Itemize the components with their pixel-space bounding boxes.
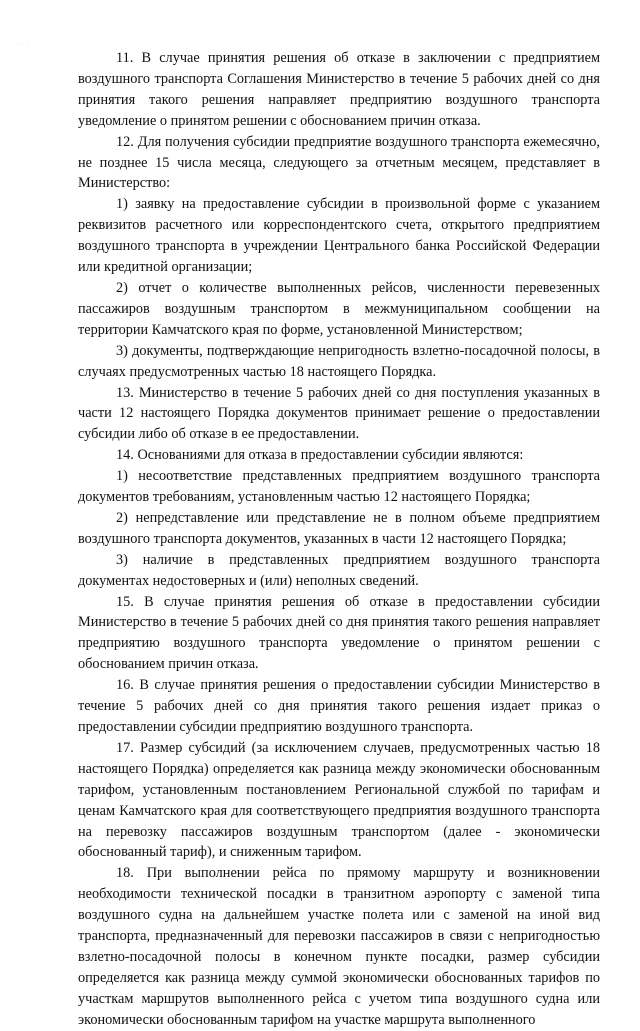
paragraph-17: 17. Размер субсидий (за исключением случаев, предусмотренных частью 18 настоящего Порядка) определяется как разница между экономически обоснованным тарифом, установленным постановлением Региональной службой по тарифам и ценам Камчатского края для соответствующего предприятия воздушного транспорта на перевозку пассажиров воздушным транспортом (далее - экономически обоснованный тариф), и сниженным тарифом. (78, 739, 600, 861)
paragraph-12-item-3: 3) документы, подтверждающие непригодность взлетно-посадочной полосы, в случаях предусмотренных частью 18 настоящего Порядка. (78, 342, 600, 380)
paragraph-14-item-3: 3) наличие в представленных предприятием воздушного транспорта документах недостоверных и (или) неполных сведений. (78, 551, 600, 589)
paragraph-14-item-2: 2) непредставление или представление не в полном объеме предприятием воздушного транспорта документов, указанных в части 12 настоящего Порядка; (78, 509, 600, 547)
document-page (78, 48, 600, 1031)
paragraph-14-item-1: 1) несоответствие представленных предприятием воздушного транспорта документов требованиям, установленным частью 12 настоящего Порядка; (78, 468, 600, 506)
paragraph-14: 14. Основаниями для отказа в предоставлении субсидии являются: (116, 447, 524, 464)
paragraph-18: 18. При выполнении рейса по прямому маршруту и возникновении необходимости технической посадки в транзитном аэропорту с заменой типа воздушного судна на дальнейшем участке полета или с заменой на иной вид транспорта, предназначенный для перевозки пассажиров в связи с непригодностью взлетно-посадочной полосы в конечном пункте посадки, размер субсидии определяется как разница между суммой экономически обоснованных тарифов по участкам маршрутов выполненного рейса с учетом типа воздушного судна или экономически обоснованным тарифом на участке маршрута выполненного (78, 865, 600, 1028)
paragraph-11: 11. В случае принятия решения об отказе в заключении с предприятием воздушного транспорта Соглашения Министерство в течение 5 рабочих дней со дня принятия такого решения направляет предприятию воздушного транспорта уведомление о принятом решении с обоснованием причин отказа. (78, 50, 600, 129)
paragraph-16: 16. В случае принятия решения о предоставлении субсидии Министерство в течение 5 рабочих дней со дня принятия такого решения издает приказ о предоставлении субсидии предприятию воздушного транспорта. (78, 677, 600, 735)
paragraph-12-item-1: 1) заявку на предоставление субсидии в произвольной форме с указанием реквизитов расчетного или корреспондентского счета, открытого предприятием воздушного транспорта в учреждении Центрального банка Российской Федерации или кредитной организации; (78, 196, 600, 276)
paragraph-13: 13. Министерство в течение 5 рабочих дней со дня поступления указанных в части 12 настоящего Порядка документов принимает решение о предоставлении субсидии либо об отказе в ее предоставлении. (78, 384, 600, 443)
paragraph-12-item-2: 2) отчет о количестве выполненных рейсов, численности перевезенных пассажиров воздушным транспортом в межмуниципальном сообщении на территории Камчатского края по форме, установленной Министерством; (78, 279, 600, 338)
paragraph-12: 12. Для получения субсидии предприятие воздушного транспорта ежемесячно, не позднее 15 числа месяца, следующего за отчетным месяцем, представляет в Министерство: (78, 133, 600, 192)
scan-mark: . . . (16, 40, 29, 46)
paragraph-15: 15. В случае принятия решения об отказе в предоставлении субсидии Министерство в течение 5 рабочих дней со дня принятия такого решения направляет предприятию воздушного транспорта уведомление о принятом решении с обоснованием причин отказа. (78, 593, 600, 673)
